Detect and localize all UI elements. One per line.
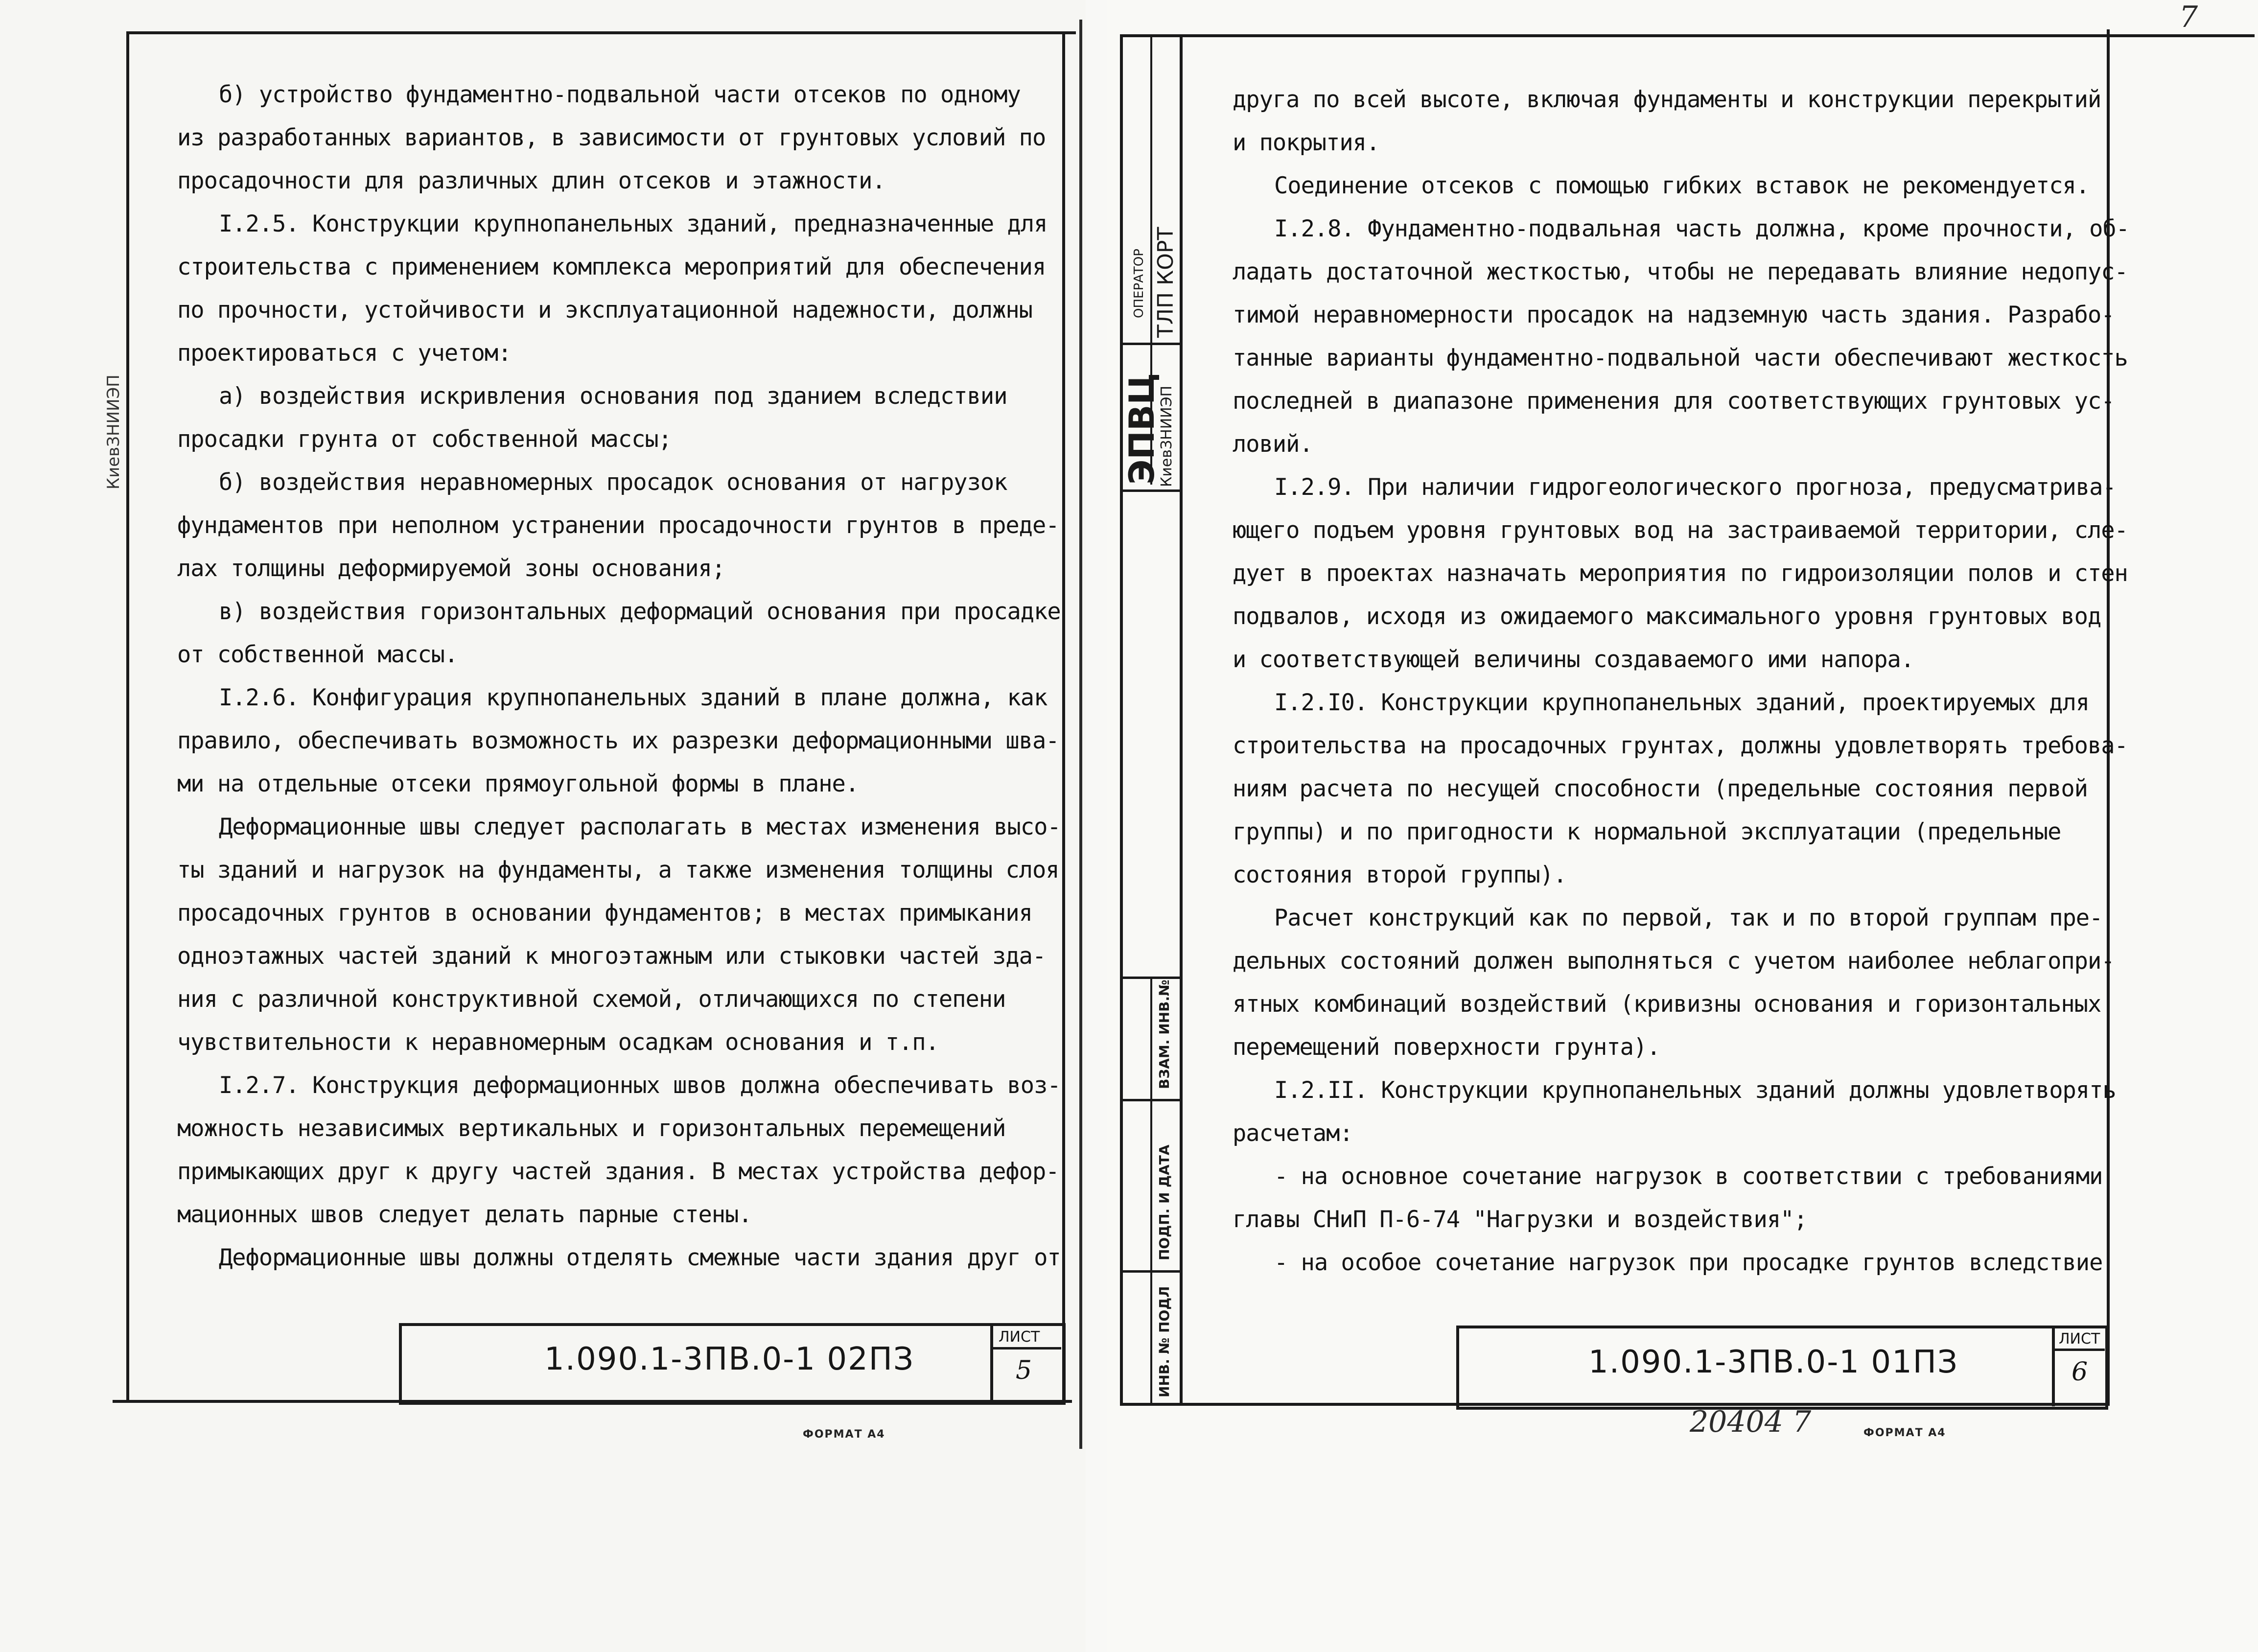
left-frame-right <box>1062 31 1065 1402</box>
left-page-text-line: ты зданий и нагрузок на фундаменты, а также изменения толщины слоя <box>177 857 1059 884</box>
right-page-text-line: I.2.II. Конструкции крупнопанельных зданий должны удовлетворять <box>1274 1077 2116 1104</box>
left-format-label: ФОРМАТ А4 <box>803 1428 885 1441</box>
right-page-text-line: подвалов, исходя из ожидаемого максимального уровня грунтовых вод <box>1233 603 2101 630</box>
left-page-text-line: I.2.7. Конструкция деформационных швов должна обеспечивать воз- <box>219 1072 1061 1099</box>
left-page-text-line: по прочности, устойчивости и эксплуатационной надежности, должны <box>177 297 1032 324</box>
right-sheet-label-divider <box>2052 1349 2105 1351</box>
left-page-text-line: одноэтажных частей зданий к многоэтажным или стыковки частей зда- <box>177 943 1046 970</box>
left-title-block-divider <box>990 1323 993 1401</box>
left-stamp-code: 1.090.1-3ПВ.0-1 02ПЗ <box>544 1341 914 1377</box>
left-page-text-line: I.2.6. Конфигурация крупнопанельных зданий в плане должна, как <box>219 684 1048 711</box>
side-stamp-org-sub: КиевЗНИИЭП <box>1158 385 1175 487</box>
left-page-text-line: в) воздействия горизонтальных деформаций основания при просадке <box>219 598 1061 625</box>
right-page-text-line: перемещений поверхности грунта). <box>1233 1034 1660 1061</box>
left-sheet-label-divider <box>990 1347 1061 1350</box>
right-page-text-line: состояния второй группы). <box>1233 861 1567 888</box>
left-page-text-line: ми на отдельные отсеки прямоугольной формы в плане. <box>177 770 859 797</box>
page-gutter <box>1079 20 1082 1449</box>
right-page-text-line: ятных комбинаций воздействий (кривизны основания и горизонтальных <box>1233 991 2101 1018</box>
right-page-text-line: тимой неравномерности просадок на надземную часть здания. Разрабо- <box>1233 302 2115 328</box>
side-stamp-org: ЭПВЦ <box>1122 372 1162 485</box>
left-sheet-number: 5 <box>1016 1356 1032 1385</box>
right-page-text-line: друга по всей высоте, включая фундаменты и конструкции перекрытий <box>1233 86 2101 113</box>
right-page-text-line: строительства на просадочных грунтах, должны удовлетворять требова- <box>1233 732 2128 759</box>
right-sheet-number: 6 <box>2072 1357 2088 1387</box>
side-stamp-divider-1 <box>1120 343 1181 345</box>
right-page-text-line: расчетам: <box>1233 1120 1353 1147</box>
right-frame-left <box>1120 34 1123 1405</box>
side-stamp-inv-replace: ВЗАМ. ИНВ.№ <box>1156 979 1172 1089</box>
right-page-text-line: Расчет конструкций как по первой, так и по второй группам пре- <box>1274 905 2103 931</box>
right-frame-inner <box>1180 34 1183 1405</box>
right-sheet-label: ЛИСТ <box>2059 1330 2100 1348</box>
left-page-text-line: просадочных грунтов в основании фундаментов; в местах примыкания <box>177 900 1032 927</box>
side-stamp-operator-label: ОПЕРАТОР <box>1132 249 1146 318</box>
side-stamp-divider-2 <box>1120 489 1181 492</box>
right-frame-top <box>1120 34 2255 37</box>
left-page <box>0 0 1086 1652</box>
left-page-text-line: просадки грунта от собственной массы; <box>177 426 672 453</box>
left-page-text-line: Деформационные швы следует располагать в местах изменения высо- <box>219 814 1061 840</box>
left-page-text-line: б) воздействия неравномерных просадок основания от нагрузок <box>219 469 1007 496</box>
right-page-text-line: ющего подъем уровня грунтовых вод на застраиваемой территории, сле- <box>1233 517 2128 544</box>
left-page-text-line: чувствительности к неравномерным осадкам основания и т.п. <box>177 1029 939 1056</box>
archive-number: 20404 7 <box>1690 1405 1812 1439</box>
corner-handwritten-mark: 7 <box>2179 0 2198 34</box>
right-page-text-line: I.2.I0. Конструкции крупнопанельных зданий, проектируемых для <box>1274 689 2090 716</box>
side-stamp-inv-orig: ИНВ. № ПОДЛ <box>1156 1286 1172 1397</box>
right-page <box>1107 0 2258 1652</box>
right-page-text-line: последней в диапазоне применения для соответствующих грунтовых ус- <box>1233 388 2115 415</box>
right-stamp-code: 1.090.1-3ПВ.0-1 01ПЗ <box>1588 1344 1958 1380</box>
right-page-text-line: ловий. <box>1233 431 1313 458</box>
right-page-text-line: I.2.8. Фундаментно-подвальная часть должна, кроме прочности, об- <box>1274 215 2129 242</box>
side-stamp-col <box>1150 977 1152 1405</box>
left-page-text-line: ния с различной конструктивной схемой, отличающихся по степени <box>177 986 1006 1013</box>
left-page-text-line: Деформационные швы должны отделять смежные части здания друг от <box>219 1244 1061 1271</box>
left-page-text-line: правило, обеспечивать возможность их разрезки деформационными шва- <box>177 727 1059 754</box>
left-page-text-line: просадочности для различных длин отсеков и этажности. <box>177 167 885 194</box>
left-page-text-line: а) воздействия искривления основания под зданием вследствии <box>219 383 1007 410</box>
right-page-text-line: и соответствующей величины создаваемого ими напора. <box>1233 646 1914 673</box>
left-frame-left <box>126 31 129 1402</box>
side-stamp-sign-date: ПОДП. И ДАТА <box>1156 1144 1172 1260</box>
right-format-label: ФОРМАТ А4 <box>1863 1427 1946 1439</box>
left-page-text-line: строительства с применением комплекса мероприятий для обеспечения <box>177 254 1046 280</box>
left-page-text-line: лах толщины деформируемой зоны основания; <box>177 555 725 582</box>
left-page-text-line: проектироваться с учетом: <box>177 340 512 367</box>
left-margin-org-text: КиевЗНИИЭП <box>104 374 123 489</box>
left-page-text-line: можность независимых вертикальных и горизонтальных перемещений <box>177 1115 1006 1142</box>
right-page-body-text <box>1233 78 2129 1284</box>
left-page-text-line: мационных швов следует делать парные стены. <box>177 1201 752 1228</box>
right-title-block-divider <box>2052 1326 2055 1406</box>
left-page-text-line: б) устройство фундаментно-подвальной части отсеков по одному <box>219 81 1021 108</box>
right-page-text-line: - на особое сочетание нагрузок при просадке грунтов вследствие <box>1274 1249 2103 1276</box>
right-page-text-line: дует в проектах назначать мероприятия по гидроизоляции полов и стен <box>1233 560 2128 587</box>
right-page-text-line: ладать достаточной жесткостью, чтобы не передавать влияние недопус- <box>1233 258 2128 285</box>
right-page-text-line: ниям расчета по несущей способности (предельные состояния первой <box>1233 775 2088 802</box>
right-page-text-line: дельных состояний должен выполняться с учетом наиболее неблагопри- <box>1233 948 2115 975</box>
left-page-text-line: из разработанных вариантов, в зависимости от грунтовых условий по <box>177 124 1046 151</box>
left-page-text-line: примыкающих друг к другу частей здания. В местах устройства дефор- <box>177 1158 1059 1185</box>
left-frame-top <box>126 31 1076 34</box>
side-stamp-operator-value: ТЛП КОРТ <box>1153 227 1178 338</box>
left-sheet-label: ЛИСТ <box>999 1328 1040 1346</box>
right-page-text-line: Соединение отсеков с помощью гибких вставок не рекомендуется. <box>1274 172 2090 199</box>
right-page-text-line: - на основное сочетание нагрузок в соответствии с требованиями <box>1274 1163 2103 1190</box>
left-page-text-line: фундаментов при неполном устранении просадочности грунтов в преде- <box>177 512 1059 539</box>
left-page-body-text <box>177 73 1061 1280</box>
right-page-text-line: танные варианты фундаментно-подвальной части обеспечивают жесткость <box>1233 345 2128 372</box>
right-page-text-line: I.2.9. При наличии гидрогеологического прогноза, предусматрива- <box>1274 474 2116 501</box>
left-page-text-line: I.2.5. Конструкции крупнопанельных зданий, предназначенные для <box>219 210 1048 237</box>
right-page-text-line: группы) и по пригодности к нормальной эксплуатации (предельные <box>1233 818 2061 845</box>
right-page-text-line: и покрытия. <box>1233 129 1380 156</box>
right-page-text-line: главы СНиП П-6-74 "Нагрузки и воздействия"; <box>1233 1206 1807 1233</box>
left-page-text-line: от собственной массы. <box>177 641 458 668</box>
